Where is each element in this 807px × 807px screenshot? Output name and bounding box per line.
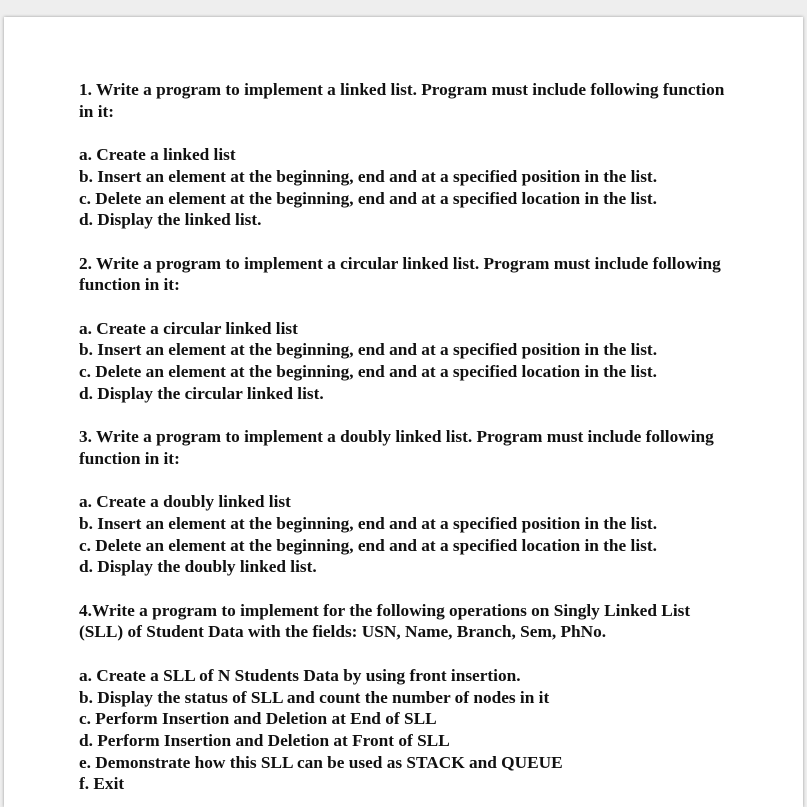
list-item: a. Create a doubly linked list	[79, 492, 291, 512]
list-item: d. Display the linked list.	[79, 210, 262, 230]
list-item: d. Perform Insertion and Deletion at Front of SLL	[79, 730, 450, 750]
list-item: e. Demonstrate how this SLL can be used as STACK and QUEUE	[79, 752, 563, 772]
question-prompt: 2. Write a program to implement a circular linked list. Program must include following function in it:	[79, 253, 721, 295]
list-item: d. Display the circular linked list.	[79, 383, 324, 403]
list-item: a. Create a linked list	[79, 145, 236, 165]
question-4	[79, 600, 729, 795]
question-prompt: 3. Write a program to implement a doubly linked list. Program must include following function in it:	[79, 427, 714, 468]
list-item: c. Delete an element at the beginning, end and at a specified location in the list.	[79, 362, 657, 382]
list-item: f. Exit	[79, 774, 125, 794]
question-1	[79, 79, 729, 231]
document-content	[79, 79, 729, 795]
list-item: b. Display the status of SLL and count the number of nodes in it	[79, 687, 550, 707]
question-3	[79, 426, 729, 578]
list-item: b. Insert an element at the beginning, end and at a specified position in the list.	[79, 513, 658, 533]
question-prompt: 1. Write a program to implement a linked list. Program must include following function in it:	[79, 80, 725, 121]
list-item: a. Create a SLL of N Students Data by using front insertion.	[79, 665, 521, 685]
question-prompt: 4.Write a program to implement for the following operations on Singly Linked List (SLL) of Student Data with the fields: USN, Name, Branch, Sem, PhNo.	[79, 600, 691, 642]
list-item: a. Create a circular linked list	[79, 318, 298, 338]
list-item: c. Perform Insertion and Deletion at End of SLL	[79, 709, 437, 729]
list-item: c. Delete an element at the beginning, end and at a specified location in the list.	[79, 188, 657, 208]
document-page	[4, 17, 803, 807]
list-item: b. Insert an element at the beginning, end and at a specified position in the list.	[79, 340, 658, 360]
question-2	[79, 253, 729, 405]
list-item: c. Delete an element at the beginning, end and at a specified location in the list.	[79, 535, 657, 555]
list-item: d. Display the doubly linked list.	[79, 557, 317, 577]
list-item: b. Insert an element at the beginning, end and at a specified position in the list.	[79, 166, 658, 186]
